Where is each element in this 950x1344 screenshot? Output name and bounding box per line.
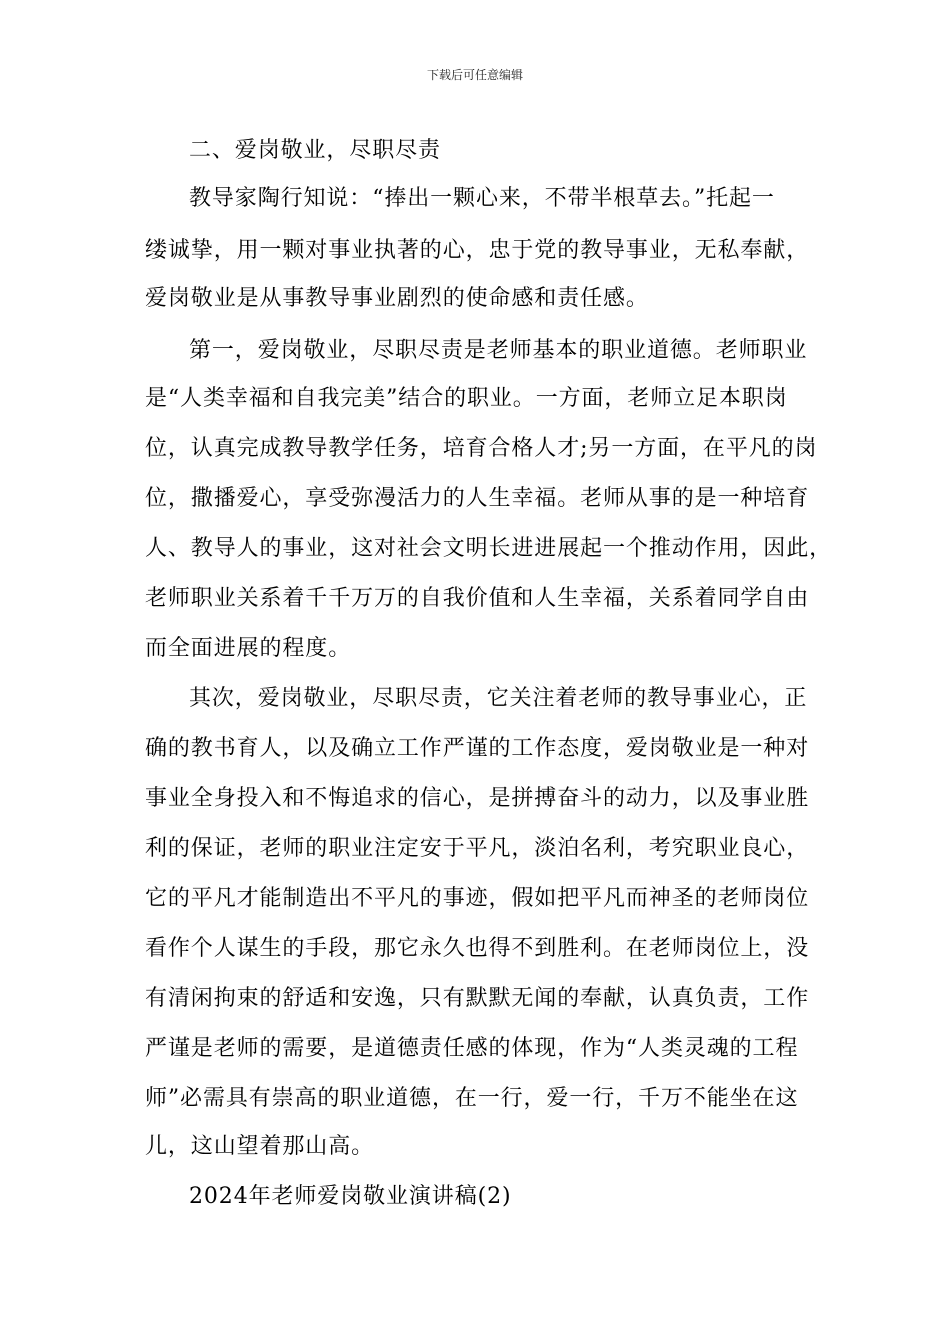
paragraph-1-line-1: 教导家陶行知说：“捧出一颗心来，不带半根草去。”托起一: [189, 186, 775, 211]
paragraph-2-line-1: 第一，爱岗敬业，尽职尽责是老师基本的职业道德。老师职业: [189, 338, 808, 363]
paragraph-1-line-3: 爱岗敬业是从事教导事业剧烈的使命感和责任感。: [145, 286, 649, 311]
paragraph-3-line-4: 利的保证，老师的职业注定安于平凡，淡泊名利，考究职业良心，: [145, 836, 810, 861]
page-header-note: 下载后可任意编辑: [426, 68, 523, 82]
paragraph-2-line-3: 位，认真完成教导教学任务，培育合格人才;另一方面，在平凡的岗: [145, 436, 818, 461]
paragraph-2-line-7: 而全面进展的程度。: [145, 636, 352, 661]
paragraph-3-line-9: 师”必需具有崇高的职业道德，在一行，爱一行，千万不能坐在这: [145, 1086, 799, 1111]
next-section-title: 2024年老师爱岗敬业演讲稿(2): [189, 1184, 512, 1209]
paragraph-2-line-2: 是“人类幸福和自我完美”结合的职业。一方面，老师立足本职岗: [145, 386, 788, 411]
paragraph-3-line-8: 严谨是老师的需要，是道德责任感的体现，作为“人类灵魂的工程: [145, 1036, 799, 1061]
paragraph-2-line-5: 人、教导人的事业，这对社会文明长进进展起一个推动作用，因此，: [145, 536, 833, 561]
paragraph-2-line-6: 老师职业关系着千千万万的自我价值和人生幸福，关系着同学自由: [145, 586, 810, 611]
paragraph-1-line-2: 缕诚挚，用一颗对事业执著的心，忠于党的教导事业，无私奉献，: [145, 238, 810, 263]
paragraph-3-line-10: 儿，这山望着那山高。: [145, 1134, 375, 1159]
paragraph-3-line-5: 它的平凡才能制造出不平凡的事迹，假如把平凡而神圣的老师岗位: [145, 886, 810, 911]
paragraph-3-line-3: 事业全身投入和不悔追求的信心，是拼搏奋斗的动力，以及事业胜: [145, 786, 810, 811]
paragraph-3-line-1: 其次，爱岗敬业，尽职尽责，它关注着老师的教导事业心，正: [189, 686, 808, 711]
paragraph-3-line-6: 看作个人谋生的手段，那它永久也得不到胜利。在老师岗位上，没: [145, 936, 810, 961]
section-heading: 二、爱岗敬业，尽职尽责: [189, 138, 441, 163]
paragraph-2-line-4: 位，撒播爱心，享受弥漫活力的人生幸福。老师从事的是一种培育: [145, 486, 810, 511]
paragraph-3-line-2: 确的教书育人，以及确立工作严谨的工作态度，爱岗敬业是一种对: [145, 736, 810, 761]
paragraph-3-line-7: 有清闲拘束的舒适和安逸，只有默默无闻的奉献，认真负责，工作: [145, 986, 810, 1011]
